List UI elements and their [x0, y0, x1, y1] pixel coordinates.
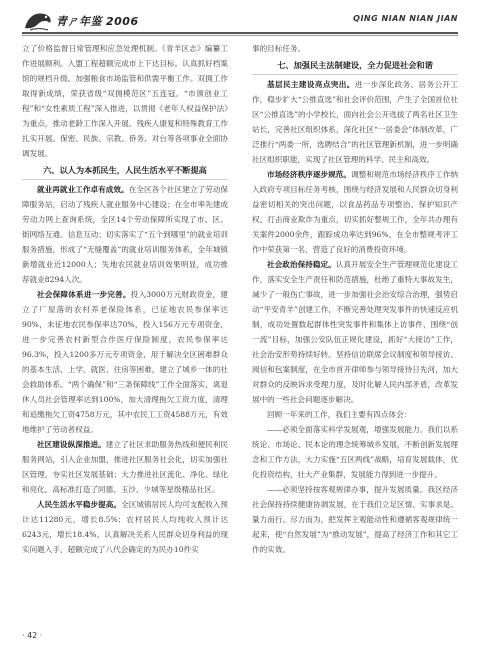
- paragraph-text: 调整和规范市场经济秩序工作纳入政府专项目标任务考核，围绕与经济发展和人民群众切身利益密切相关的突出问题，以食品药品专项整治、保护知识产权、打击商业欺诈为重点，切实抓好整规工作，全年共办理有关案件2000余件，跟踪成功率达到96%，在全市整规考评工作中荣获第一名，营造了良好的消费投资环境。: [252, 170, 458, 254]
- yearbook-title-text: 青ㄕ年鉴: [56, 15, 102, 28]
- paragraph-text: 投入3000万元财政资金，建立了厂屋落的农村养老保险体系，已征地农民参保率达90%，未征地农民参保率达70%，投入156万元专项资金，进一步完善农村新型合作医疗保险制度，农民参保率达96.3%，投入1200多万元专项资金，用于解决全区困难群众的基本生活、上学、就医、住房等困难，建立了城乡一体的社会救助体系。“两个确保”和“三条保障线”工作全面落实，离退休人员社会管理率达到100%，加大清理拖欠工资力度，清理和追缴拖欠工资4758万元，其中农民工工资4588万元，有效地维护了劳动者权益。: [22, 290, 228, 434]
- right-intro-paragraph: 事的目标任务。: [252, 44, 306, 53]
- right-column: [252, 41, 458, 557]
- paragraph-lead: 社会政治保持稳定。: [267, 260, 336, 269]
- heading-divider: [22, 179, 228, 180]
- paragraph-text: 进一步深化政务、居务公开工作，稳步扩大“公推直选”和社会评价范围，产生了全国首位社区“公推直选”的小学校长，面向社会公开选拔了两名社区卫生站长，完善社区组织体系，深化社区“一居委会”体制改革，广泛推行“两委一所，选聘结合”的社区管理新机制，进一步明确社区组织职能，实现了社区管理的科学、民主和高效。: [252, 80, 459, 164]
- paragraph-text: 建立了社区求助服务热线和便民利民服务网站，引入企业加盟，推进社区服务社会化，切实加强社区管理，夯实社区发展基础；大力推进社区流化、净化、绿化和亮化，高标准打造了同德、玉沙、少城等星级精品社区。: [22, 440, 229, 494]
- paragraph-living-standard: [22, 497, 228, 557]
- paragraph-lead: 市场经济秩序逐步规范。: [267, 170, 352, 179]
- paragraph-employment: [22, 182, 228, 287]
- yearbook-title: [56, 13, 139, 29]
- paragraph-lead: 人民生活水平稳步提高。: [37, 500, 122, 509]
- paragraph-lead: 社会保障体系进一步完善。: [37, 290, 131, 299]
- paragraph-experience-one: ——必须全面落实科学发展观，增强发展能力。我们以系统论、市场论、民本论的理念统筹城乡发展，不断创新发展理念和工作方法，大力实施“五区两线”战略，培育发展载体，优化投资结构，壮大产业集群，发展能力得到进一步提升。: [252, 425, 458, 479]
- heading-divider: [252, 74, 458, 75]
- paragraph-lead: 就业再就业工作卓有成效。: [37, 185, 129, 194]
- section-heading-seven: 七、加强民主法制建设，全力促进社会和谐: [277, 60, 433, 70]
- paragraph-social-security: [22, 287, 228, 437]
- left-intro-paragraph: 立了价格监督日常管理和应急处理机制。《青羊区志》编纂工作进展顺利。入盟工程超额完成市上下达目标。认真抓好档案馆的规档升级。加强粮食市场监管和供需平衡工作。双拥工作取得新成绩，荣获省级“双拥模范区”五连冠。“市颁创业工程”和“女性素质工程”深入推进，以贯彻《老年人权益保护法》为重点，推动老龄工作深入开展。残疾人康复和特殊教育工作扎实开展。保密、民族、宗教、侨务、对台等各项事业全面协调发展。: [22, 44, 228, 158]
- paragraph-text: 在全区各个社区建立了劳动保障服务站，启动了残疾人就业服务中心建设；在全市率先建成劳动力网上查询系统，全区14个劳动保障所实现了市、区、街网络互通、信息互动；切实落实了“五个到哪里”的就业培训服务措施，形成了“无缝覆盖”的就业培训服务体系，全年城镇新增就业近12000人；失地农民就业培训效果明显，成功推荐就业8294人次。: [22, 185, 228, 284]
- paragraph-stability: [252, 257, 458, 407]
- yearbook-pinyin: QING NIAN NIAN JIAN: [353, 14, 458, 23]
- section-heading-six: 六、以人为本抓民生，人民生活水平不断提高: [43, 165, 207, 175]
- paragraph-lead: 基层民主建设亮点突出。: [267, 80, 355, 89]
- paragraph-review: 回顾一年来的工作，我们主要有四点体会：: [267, 410, 412, 419]
- page-number: · 42 ·: [22, 631, 43, 640]
- paragraph-market-order: [252, 167, 458, 257]
- paragraph-text: 认真开展安全生产管理规范化建设工作，落实安全生产责任和防范措施，杜绝了重特大事故发生，减少了一般伤亡事故，进一步加强社会治安综合治理，强势启动“平安青羊”创建工作，不断完善处理突发事件的快速反应机制，成功处置数起群体性突发事件和集体上访事件，围绕“创一流”目标，加强公安队伍正规化建设，抓好“大接访”工作，社会治安形势持续好转。坚持信访联席会议制度和领导接访、阅信和包案制度，在全市首开律师参与领导接待日先河，加大对群众的反映诉求受理力度，及时化解人民内部矛盾，改革发展中的一些社会问题逐步解决。: [252, 260, 459, 404]
- paragraph-democracy: [252, 77, 458, 167]
- dragon-logo-icon: [22, 8, 56, 34]
- left-column: [22, 41, 228, 557]
- page-header: [22, 8, 458, 36]
- paragraph-community: [22, 437, 228, 497]
- header-rule: [22, 32, 458, 34]
- yearbook-year: 2006: [106, 15, 139, 28]
- paragraph-experience-two: ——必须坚持按客观规律办事，提升发展质量。我区经济社会保持持续健康协调发展，在于我们立足区情、实事求是、量力而行、尽力而为，把发挥主观能动性和遵循客观规律统一起来，使“自然发展”为“推动发展”，提高了经济工作和其它工作的实效。: [252, 485, 458, 554]
- paragraph-lead: 社区建设纵深推进。: [37, 440, 106, 449]
- header-rule-thin: [22, 35, 458, 36]
- paragraph-text: 全区城镇居民人均可支配收入预计达11280元，增长8.5%；农村居民人均纯收入预计达6243元，增长18.4%。认真解决关系人民群众切身利益的现实问题入手，超额完成了八代会确定的为民办10件实: [22, 500, 228, 554]
